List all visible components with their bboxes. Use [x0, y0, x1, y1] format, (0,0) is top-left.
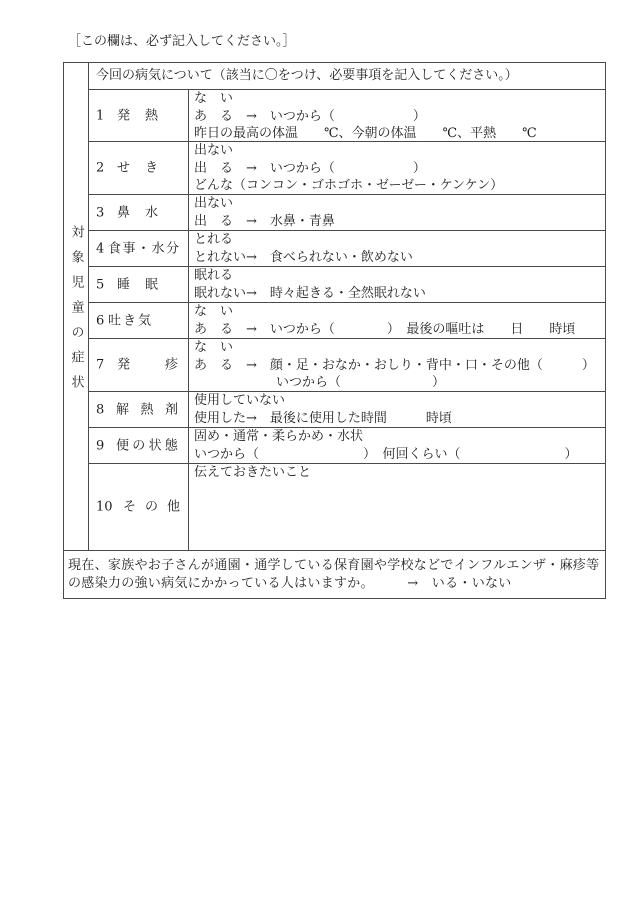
symptom-details	[189, 231, 605, 266]
symptom-number: 4	[96, 241, 105, 256]
symptom-name: その他	[123, 499, 190, 515]
symptom-label	[89, 231, 189, 266]
symptom-label	[89, 195, 189, 230]
form-note: ［この欄は、必ず記入してください。］	[68, 34, 296, 49]
side-label-cell	[64, 63, 89, 550]
symptom-label	[89, 428, 189, 463]
symptom-row-stool	[89, 427, 605, 463]
symptom-label	[89, 90, 189, 141]
detail-line: 使用した→ 最後に使用した時間 時頃	[194, 410, 452, 426]
symptom-details	[189, 142, 605, 194]
symptom-name: 発疹	[117, 357, 214, 373]
detail-line: あ る → いつから（ ）	[194, 108, 426, 124]
table-header: 今回の病気について（該当に〇をつけ、必要事項を記入してください。）	[96, 68, 518, 83]
symptom-row-antipyretic	[89, 391, 605, 427]
symptom-name: 発熱	[117, 108, 174, 123]
detail-line: いつから（ ） 何回くらい（ ）	[194, 446, 578, 462]
symptom-row-sleep	[89, 266, 605, 302]
symptom-number: 7	[96, 357, 105, 373]
symptom-row-fever	[89, 89, 605, 141]
detail-line: な い	[194, 91, 234, 106]
symptom-details	[189, 392, 605, 427]
side-label: 対象児童の症状	[68, 225, 84, 400]
symptom-number: 3	[96, 205, 105, 220]
symptom-row-runny-nose	[89, 194, 605, 230]
symptom-label	[89, 464, 189, 550]
symptom-details	[189, 428, 605, 463]
symptom-number: 5	[96, 277, 105, 292]
detail-line: いつから（ ）	[276, 375, 446, 390]
detail-line: 出 る → いつから（ ）	[194, 160, 426, 176]
symptom-row-other	[89, 463, 605, 550]
detail-line: 出ない	[194, 143, 234, 158]
symptom-name: 解熱剤	[116, 402, 190, 417]
symptom-name: 便の状態	[116, 438, 182, 453]
detail-line: とれる	[194, 232, 234, 247]
symptom-number: 8	[96, 402, 105, 417]
symptom-details	[189, 90, 605, 141]
question-line: の感染力の強い病気にかかっている人はいますか。 → いる・いない	[68, 575, 512, 591]
symptom-label	[89, 303, 189, 338]
detail-line: 眠れない→ 時々起きる・全然眠れない	[194, 285, 426, 301]
symptom-number: 10	[96, 499, 113, 515]
detail-line: 眠れる	[194, 268, 234, 283]
detail-line: 出 る → 水鼻・青鼻	[194, 213, 335, 229]
symptom-name: せき	[117, 160, 174, 176]
detail-line: とれない→ 食べられない・飲めない	[194, 249, 413, 265]
symptom-details	[189, 303, 605, 338]
symptom-label	[89, 142, 189, 194]
symptom-number: 1	[96, 108, 105, 123]
detail-line: 固め・通常・柔らかめ・水状	[194, 429, 364, 444]
infection-question	[64, 550, 605, 598]
detail-line: な い	[194, 304, 234, 319]
symptom-details	[189, 267, 605, 302]
detail-line: 出ない	[194, 196, 234, 211]
symptom-row-cough	[89, 141, 605, 194]
detail-line: な い	[194, 340, 234, 355]
detail-line: 昨日の最高の体温 ℃、今朝の体温 ℃、平熱 ℃	[194, 126, 537, 141]
symptom-number: 2	[96, 160, 105, 176]
symptom-name: 吐き気	[108, 313, 154, 328]
detail-line: あ る → いつから（ ） 最後の嘔吐は 日 時頃	[194, 321, 576, 337]
symptom-details	[189, 195, 605, 230]
detail-line: どんな（コンコン・ゴホゴホ・ゼーゼー・ケンケン）	[194, 178, 504, 193]
symptom-name: 鼻水	[117, 205, 174, 220]
symptom-name: 食事・水分	[108, 241, 181, 256]
question-line: 現在、家族やお子さんが通園・通学している保育園や学校などでインフルエンザ・麻疹等	[68, 558, 600, 573]
symptom-row-rash	[89, 338, 605, 391]
detail-line: 伝えておきたいこと	[194, 465, 312, 480]
symptom-number: 9	[96, 438, 105, 453]
symptom-details	[189, 464, 605, 550]
symptom-details	[189, 339, 605, 391]
symptom-row-nausea	[89, 302, 605, 338]
detail-line: 使用していない	[194, 393, 286, 408]
symptom-table	[63, 62, 606, 599]
symptom-number: 6	[96, 313, 105, 328]
detail-line: あ る → 顔・足・おなか・おしり・背中・口・その他（ ）	[194, 357, 595, 373]
symptom-label	[89, 267, 189, 302]
symptom-label	[89, 392, 189, 427]
symptom-row-appetite	[89, 230, 605, 266]
symptom-name: 睡眠	[117, 277, 174, 292]
